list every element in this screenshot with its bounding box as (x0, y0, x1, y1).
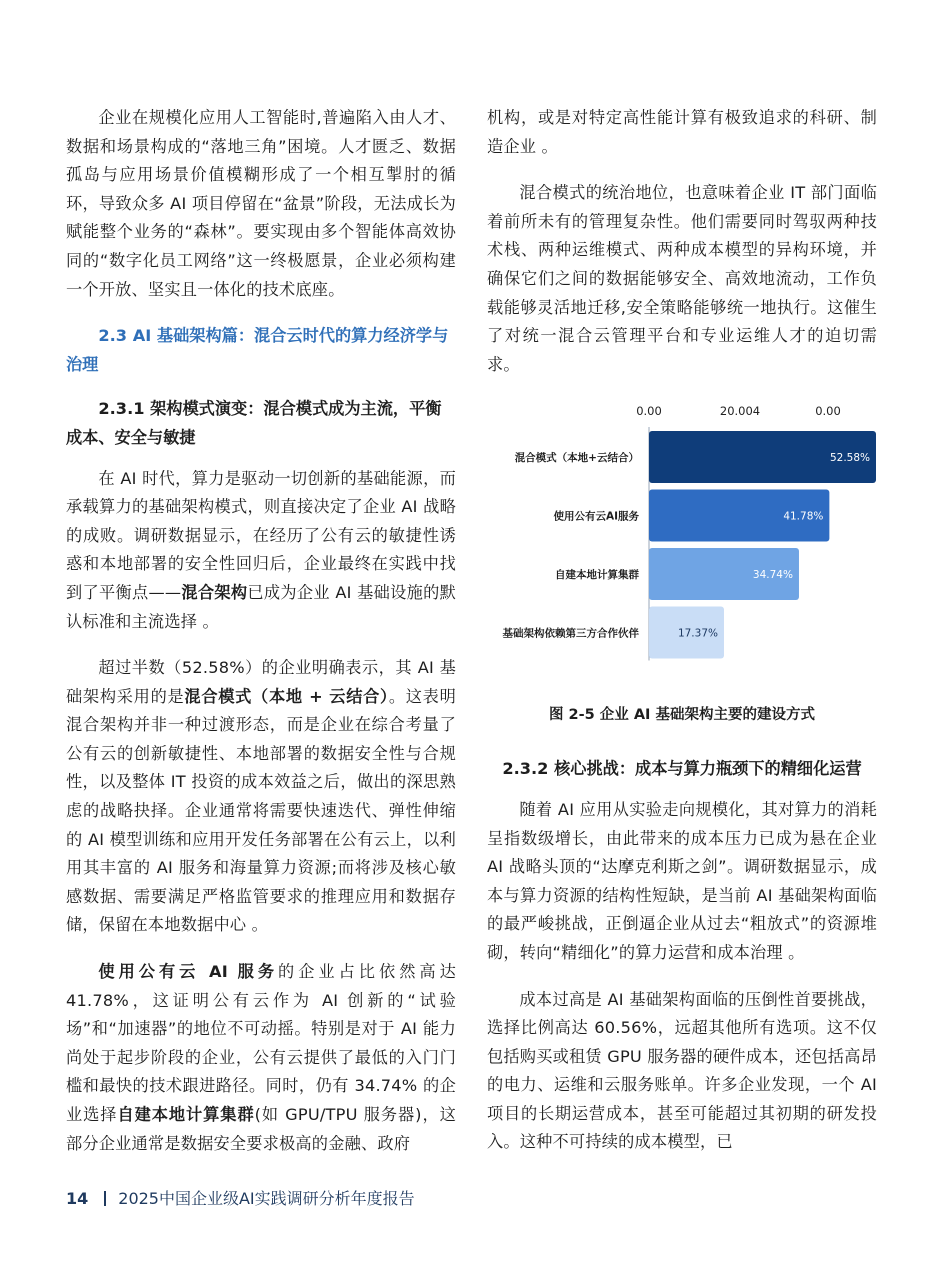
page-footer (66, 1186, 415, 1209)
category-label: 自建本地计算集群 (555, 569, 639, 582)
intro-paragraph: 企业在规模化应用人工智能时,普遍陷入由人才、数据和场景构成的“落地三角”困境。人才匮乏、数据孤岛与应用场景价值模糊形成了一个相互掣肘的循环，导致众多 AI 项目停留在“盆景”阶段，无法成长为赋能整个业务的“森林”。要实现由多个智能体高效协同的“数字化员工网络”这一终极愿景，企业必须构建一个开放、坚实且一体化的技术底座。 (66, 108, 456, 299)
paragraph-hybrid: 超过半数（52.58%）的企业明确表示，其 AI 基础架构采用的是混合模式（本地 + 云结合）。这表明混合架构并非一种过渡形态，而是企业在综合考量了公有云的创新敏捷性、本地部署的数据安全性与合规性，以及整体 IT 投资的成本效益之后，做出的深思熟虑的战略抉择。企业通常将需要快速迭代、弹性伸缩的 AI 模型训练和应用开发任务部署在公有云上，以利用其丰富的 AI 服务和海量算力资源;而将涉及核心敏感数据、需要满足严格监管要求的推理应用和数据存储，保留在本地数据中心 。 (66, 658, 456, 935)
subsection-heading-2-3-1: 2.3.1 架构模式演变：混合模式成为主流，平衡成本、安全与敏捷 (66, 399, 442, 447)
category-label: 基础架构依赖第三方合作伙伴 (502, 627, 639, 640)
paragraph-complexity: 混合模式的统治地位，也意味着企业 IT 部门面临着前所未有的管理复杂性。他们需要同时驾驭两种技术栈、两种运维模式、两种成本模型的异构环境，并确保它们之间的数据能够安全、高效地流动，工作负载能够灵活地迁移,安全策略能够统一地执行。这催生了对统一混合云管理平台和专业运维人才的迫切需求。 (487, 183, 877, 374)
category-label: 混合模式（本地+云结合） (514, 452, 639, 465)
paragraph-challenge: 随着 AI 应用从实验走向规模化，其对算力的消耗呈指数级增长，由此带来的成本压力已成为悬在企业 AI 战略头顶的“达摩克利斯之剑”。调研数据显示，成本与算力资源的结构性短缺，是当前 AI 基础架构面临的最严峻挑战，正倒逼企业从过去“粗放式”的资源堆砌，转向“精细化”的算力运营和成本治理 。 (487, 799, 877, 962)
data-label: 17.37% (677, 627, 718, 640)
paragraph-architecture: 在 AI 时代，算力是驱动一切创新的基础能源，而承载算力的基础架构模式，则直接决定了企业 AI 战略的成败。调研数据显示，在经历了公有云的敏捷性诱惑和本地部署的安全性回归后，企业最终在实践中找到了平衡点——混合架构已成为企业 AI 基础设施的默认标准和主流选择 。 (66, 468, 456, 631)
paragraph-public-cloud: 使用公有云 AI 服务的企业占比依然高达 41.78%，这证明公有云作为 AI 创新的“试验场”和“加速器”的地位不可动摇。特别是对于 AI 能力尚处于起步阶段的企业，公有云提供了最低的入门门槛和最快的技术跟进路径。同时，仍有 34.74% 的企业选择自建本地计算集群(如 GPU/TPU 服务器)，这部分企业通常是数据安全要求极高的金融、政府 (66, 962, 456, 1153)
data-label: 52.58% (829, 452, 870, 465)
footer-divider (104, 1191, 106, 1206)
subsection-heading-2-3-2: 2.3.2 核心挑战：成本与算力瓶颈下的精细化运营 (502, 759, 862, 779)
paragraph-cost: 成本过高是 AI 基础架构面临的压倒性首要挑战，选择比例高达 60.56%，远超其他所有选项。这不仅包括购买或租赁 GPU 服务器的硬件成本，还包括高昂的电力、运维和云服务账单。许多企业发现，一个 AI 项目的长期运营成本，甚至可能超过其初期的研发投入。这种不可持续的成本模型，已 (487, 989, 877, 1152)
chart-svg (487, 399, 877, 699)
continued-paragraph: 机构，或是对特定高性能计算有极致追求的科研、制造企业 。 (487, 108, 877, 156)
axis-tick-label: 20.004 (719, 404, 761, 419)
data-label: 34.74% (752, 569, 793, 582)
report-title: 2025中国企业级AI实践调研分析年度报告 (118, 1189, 415, 1208)
chart-caption: 图 2-5 企业 AI 基础架构主要的建设方式 (548, 707, 815, 724)
right-column (487, 104, 877, 1157)
axis-tick-label: 0.00 (636, 404, 662, 419)
section-heading-2-3: 2.3 AI 基础架构篇：混合云时代的算力经济学与治理 (66, 326, 449, 374)
page-number: 14 (66, 1189, 89, 1208)
data-label: 41.78% (783, 510, 824, 523)
infrastructure-bar-chart (487, 399, 877, 699)
left-column (66, 104, 456, 1158)
axis-tick-label: 0.00 (815, 404, 841, 419)
category-label: 使用公有云AI服务 (553, 510, 639, 523)
